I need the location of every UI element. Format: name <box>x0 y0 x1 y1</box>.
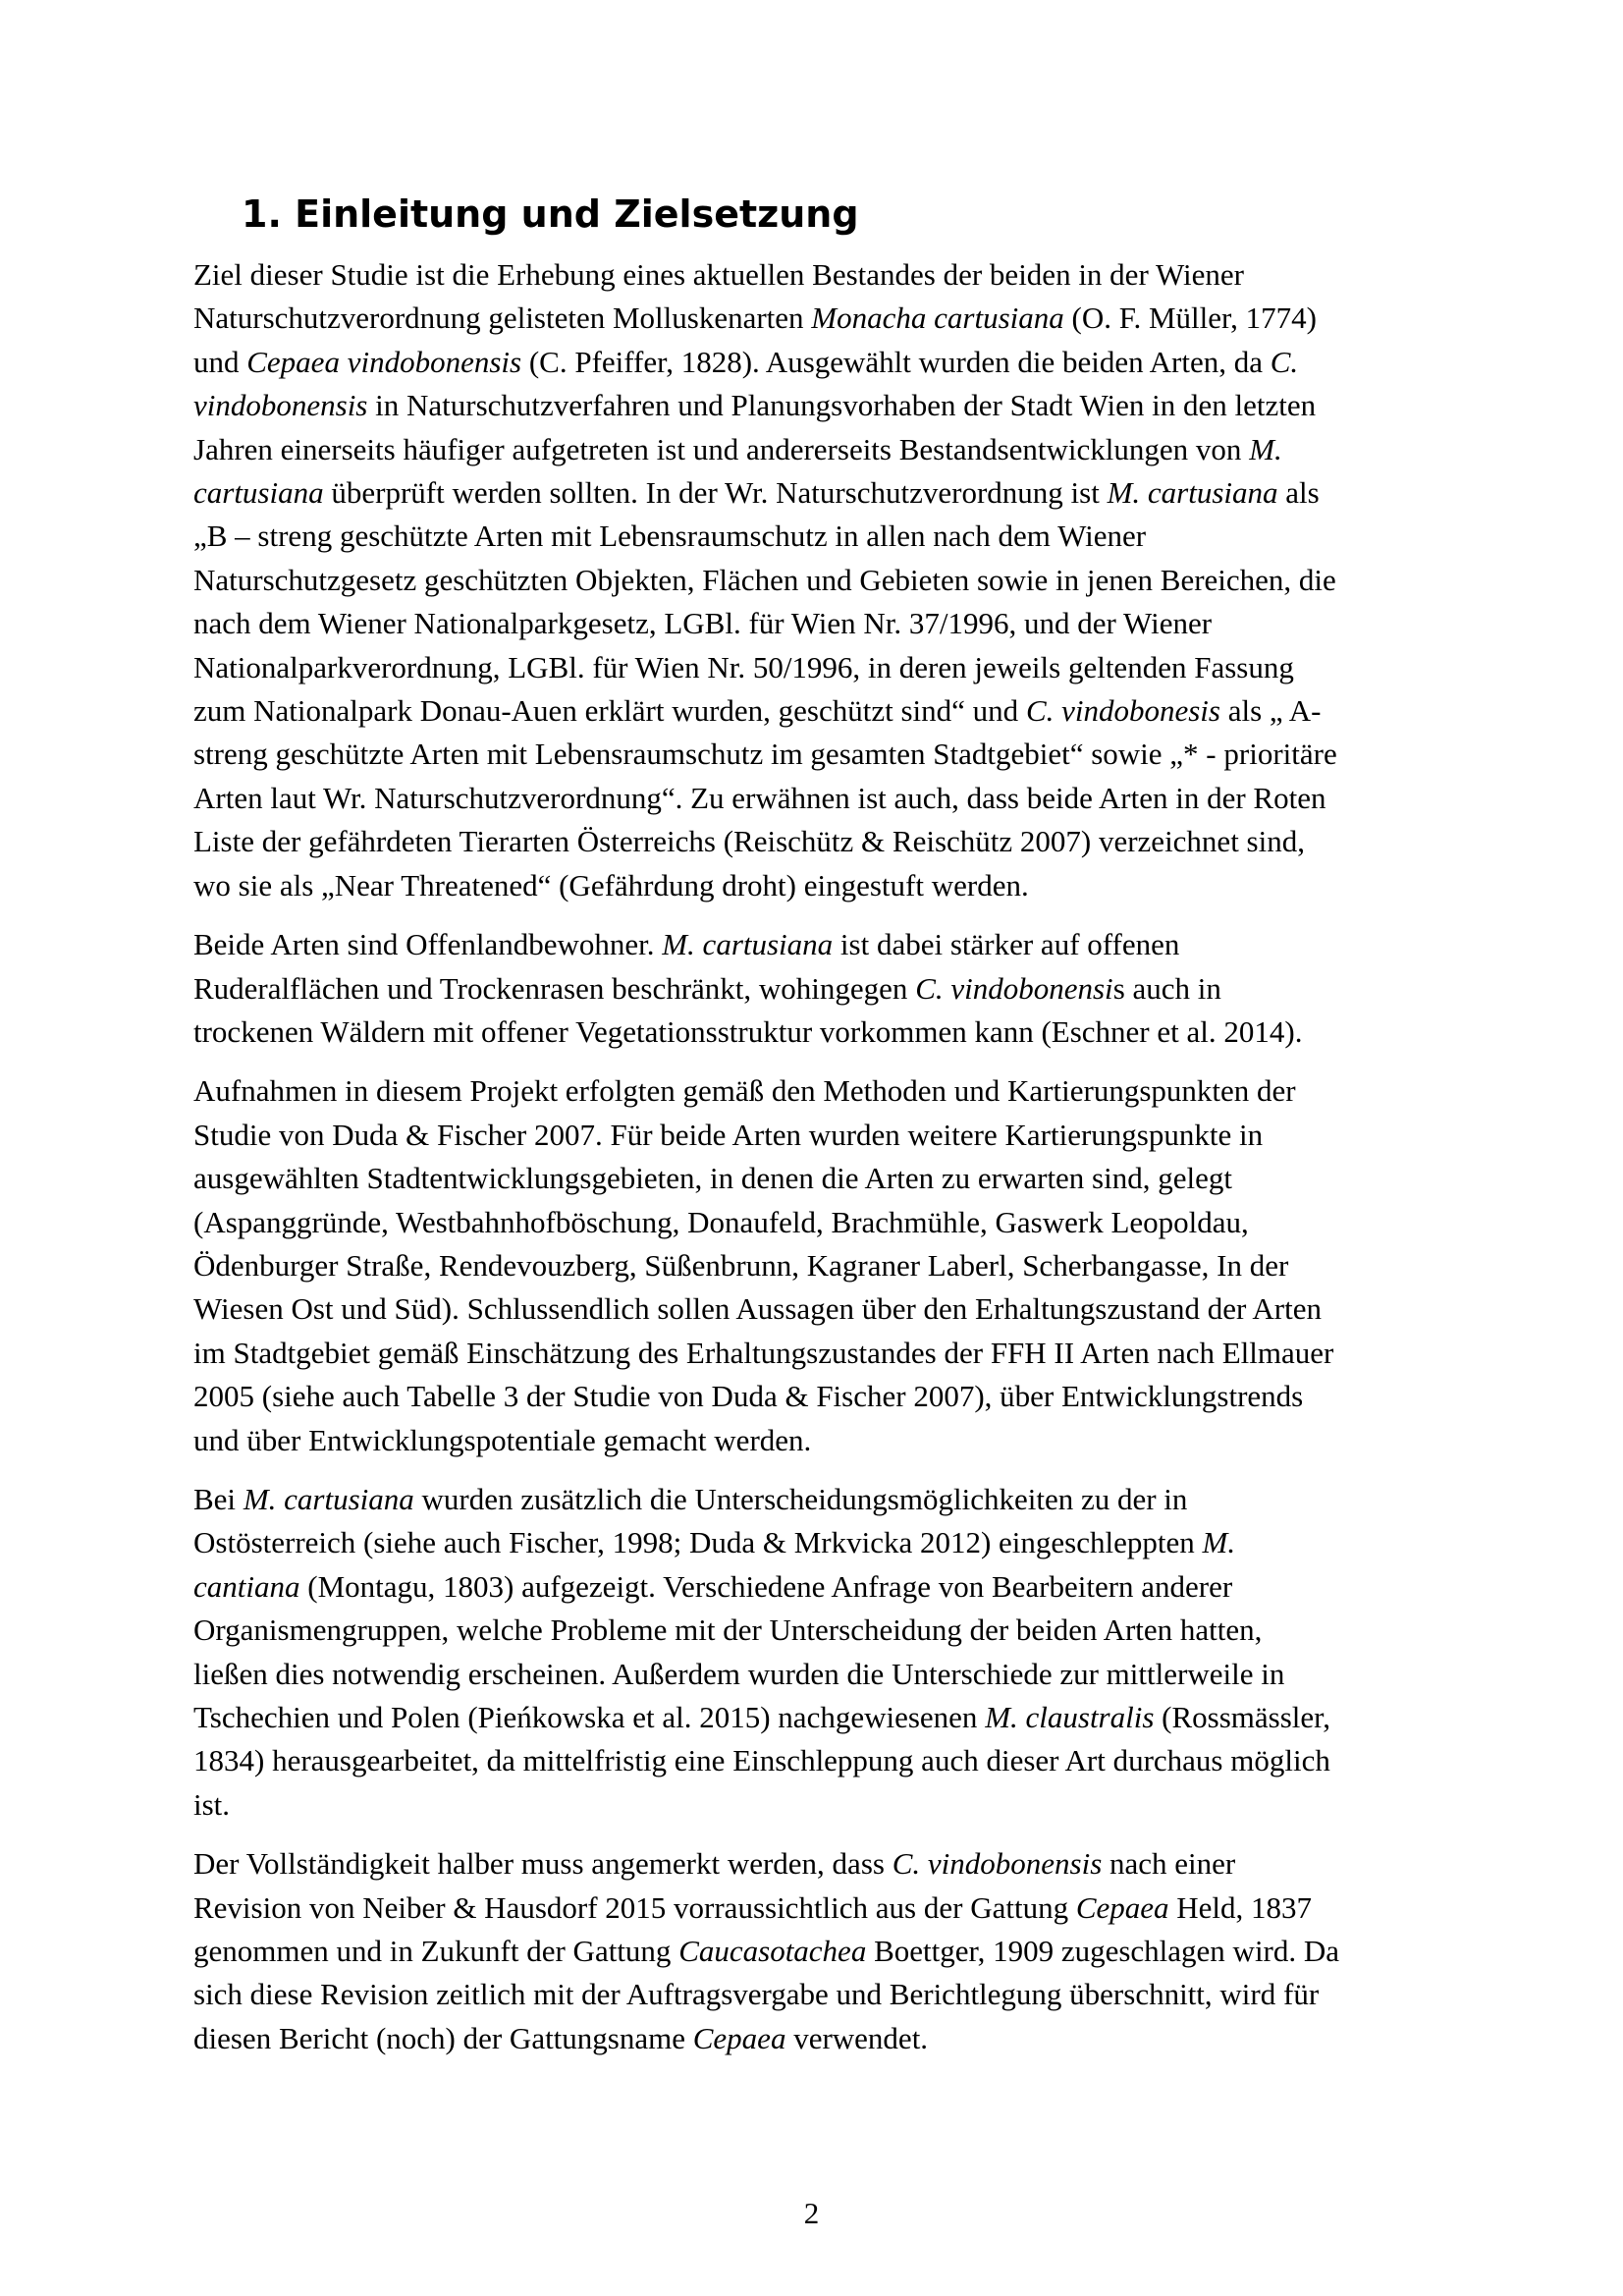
text-segment: Liste der gefährdeten Tierarten Österreichs (Reischütz & Reischütz 2007) verzeichnet sind, <box>193 824 1305 859</box>
text-segment: s auch in <box>1112 970 1221 1006</box>
text-segment: Ödenburger Straße, Rendevouzberg, Süßenbrunn, Kagraner Laberl, Scherbangasse, In der <box>193 1247 1289 1283</box>
text-segment: Ruderalflächen und Trockenrasen beschränkt, wohingegen <box>193 970 916 1006</box>
text-segment: streng geschützte Arten mit Lebensraumschutz im gesamten Stadtgebiet“ sowie „* - prioritäre <box>193 737 1337 772</box>
species-name: M. claustralis <box>985 1700 1155 1734</box>
text-line <box>193 689 1433 733</box>
text-segment: Arten laut Wr. Naturschutzverordnung“. Zu erwähnen ist auch, dass beide Arten in der Roten <box>193 780 1326 815</box>
text-line <box>193 777 1433 820</box>
text-line <box>193 515 1433 558</box>
text-segment: (Montagu, 1803) aufgezeigt. Verschiedene Anfrage von Bearbeitern anderer <box>299 1568 1233 1604</box>
species-name: M. <box>1202 1525 1236 1560</box>
text-segment: ausgewählten Stadtentwicklungsgebieten, in denen die Arten zu erwarten sind, gelegt <box>193 1161 1232 1196</box>
text-line <box>193 733 1433 776</box>
text-segment: überprüft werden sollten. In der Wr. Naturschutzverordnung ist <box>323 475 1108 511</box>
text-segment: Wiesen Ost und Süd). Schlussendlich sollen Aussagen über den Erhaltungszustand der Arten <box>193 1291 1322 1327</box>
text-segment: 2005 (siehe auch Tabelle 3 der Studie von Duda & Fischer 2007), über Entwicklungstrends <box>193 1379 1304 1414</box>
text-line <box>193 967 1433 1011</box>
text-segment: nach dem Wiener Nationalparkgesetz, LGBl. für Wien Nr. 37/1996, und der Wiener <box>193 606 1213 641</box>
text-line <box>193 1011 1433 1054</box>
text-line <box>193 646 1433 689</box>
paragraph <box>193 1842 1433 2060</box>
text-line <box>193 1332 1433 1375</box>
text-segment: im Stadtgebiet gemäß Einschätzung des Erhaltungszustandes der FFH II Arten nach Ellmauer <box>193 1335 1334 1370</box>
text-segment: Revision von Neiber & Hausdorf 2015 vorraussichtlich aus der Gattung <box>193 1889 1076 1925</box>
species-name: cantiana <box>193 1568 300 1604</box>
text-segment: trockenen Wäldern mit offener Vegetationsstruktur vorkommen kann (Eschner et al. 2014). <box>193 1013 1303 1049</box>
species-name: M. cartusiana <box>1107 475 1278 511</box>
text-line <box>193 471 1433 515</box>
text-segment: zum Nationalpark Donau-Auen erklärt wurden, geschützt sind“ und <box>193 693 1026 729</box>
species-name: C. <box>1270 344 1299 379</box>
text-segment: nach einer <box>1102 1846 1236 1882</box>
text-line <box>193 1157 1433 1200</box>
species-name: Monacha cartusiana <box>811 301 1064 336</box>
text-segment: Aufnahmen in diesem Projekt erfolgten gemäß den Methoden und Kartierungspunkten der <box>193 1073 1296 1109</box>
text-segment: Naturschutzgesetz geschützten Objekten, Flächen und Gebieten sowie in jenen Bereichen, die <box>193 562 1336 597</box>
text-line <box>193 820 1433 863</box>
text-line <box>193 341 1433 384</box>
text-segment: diesen Bericht (noch) der Gattungsname <box>193 2020 693 2055</box>
text-line <box>193 428 1433 471</box>
text-line <box>193 1287 1433 1331</box>
text-segment: genommen und in Zukunft der Gattung <box>193 1934 679 1969</box>
species-name: vindobonensis <box>193 388 368 423</box>
text-line <box>193 1609 1433 1652</box>
paragraph <box>193 253 1433 907</box>
species-name: M. cartusiana <box>243 1481 414 1516</box>
species-name: C. vindobonesis <box>1025 693 1220 729</box>
text-line <box>193 1930 1433 1973</box>
section-heading: 1. Einleitung und Zielsetzung <box>242 192 859 236</box>
text-segment: Held, 1837 <box>1168 1889 1313 1925</box>
text-line <box>193 1842 1433 1886</box>
species-name: C. vindobonensis <box>892 1846 1103 1882</box>
text-segment: Boettger, 1909 zugeschlagen wird. Da <box>866 1934 1340 1969</box>
text-line <box>193 1375 1433 1418</box>
text-line <box>193 2017 1433 2060</box>
text-segment: ist. <box>193 1786 231 1822</box>
text-segment: Jahren einerseits häufiger aufgetreten ist und andererseits Bestandsentwicklungen von <box>193 431 1250 466</box>
text-line <box>193 384 1433 427</box>
species-name: Cepaea <box>1075 1889 1169 1925</box>
text-segment: Organismengruppen, welche Probleme mit der Unterscheidung der beiden Arten hatten, <box>193 1613 1263 1648</box>
text-segment: (O. F. Müller, 1774) <box>1063 301 1317 336</box>
text-line <box>193 864 1433 907</box>
text-segment: und über Entwicklungspotentiale gemacht werden. <box>193 1422 812 1457</box>
text-segment: wurden zusätzlich die Unterscheidungsmöglichkeiten zu der in <box>413 1481 1188 1516</box>
text-segment: (C. Pfeiffer, 1828). Ausgewählt wurden die beiden Arten, da <box>521 344 1271 379</box>
text-line <box>193 1069 1433 1113</box>
text-segment: Tschechien und Polen (Pieńkowska et al. 2015) nachgewiesenen <box>193 1700 986 1734</box>
text-segment: Ostösterreich (siehe auch Fischer, 1998; Duda & Mrkvicka 2012) eingeschleppten <box>193 1525 1203 1560</box>
species-name: M. <box>1249 431 1282 466</box>
text-segment: wo sie als „Near Threatened“ (Gefährdung droht) eingestuft werden. <box>193 867 1029 902</box>
text-segment: Beide Arten sind Offenlandbewohner. <box>193 927 663 962</box>
text-segment: Naturschutzverordnung gelisteten Molluskenarten <box>193 301 812 336</box>
text-line <box>193 1521 1433 1564</box>
text-segment: Ziel dieser Studie ist die Erhebung eines aktuellen Bestandes der beiden in der Wiener <box>193 257 1244 292</box>
body-text <box>193 253 1433 2076</box>
text-line <box>193 1973 1433 2016</box>
text-line <box>193 1696 1433 1739</box>
species-name: Caucasotachea <box>678 1934 867 1969</box>
text-segment: Der Vollständigkeit halber muss angemerkt werden, dass <box>193 1846 893 1882</box>
text-line <box>193 1244 1433 1287</box>
text-line <box>193 1565 1433 1609</box>
text-line <box>193 602 1433 645</box>
text-segment: Bei <box>193 1481 243 1516</box>
paragraph <box>193 1069 1433 1462</box>
paragraph <box>193 923 1433 1054</box>
text-segment: verwendet. <box>785 2020 929 2055</box>
text-segment: als „ A- <box>1220 693 1322 729</box>
species-name: Cepaea vindobonensis <box>246 344 522 379</box>
species-name: Cepaea <box>692 2020 786 2055</box>
text-segment: in Naturschutzverfahren und Planungsvorhaben der Stadt Wien in den letzten <box>367 388 1317 423</box>
text-line <box>193 1886 1433 1930</box>
text-segment: Nationalparkverordnung, LGBl. für Wien Nr. 50/1996, in deren jeweils geltenden Fassung <box>193 649 1294 684</box>
text-line <box>193 297 1433 340</box>
text-segment: 1834) herausgearbeitet, da mittelfristig eine Einschleppung auch dieser Art durchaus möglich <box>193 1743 1330 1778</box>
species-name: M. cartusiana <box>662 927 834 962</box>
text-line <box>193 1783 1433 1827</box>
text-line <box>193 253 1433 297</box>
text-segment: sich diese Revision zeitlich mit der Auftragsvergabe und Berichtlegung überschnitt, wird für <box>193 1977 1320 2012</box>
text-segment: (Rossmässler, <box>1154 1700 1331 1734</box>
text-line <box>193 1114 1433 1157</box>
text-line <box>193 1739 1433 1782</box>
text-segment: ist dabei stärker auf offenen <box>833 927 1180 962</box>
text-segment: Studie von Duda & Fischer 2007. Für beide Arten wurden weitere Kartierungspunkte in <box>193 1117 1264 1152</box>
text-segment: ließen dies notwendig erscheinen. Außerdem wurden die Unterschiede zur mittlerweile in <box>193 1656 1285 1691</box>
text-segment: und <box>193 344 247 379</box>
page-number: 2 <box>803 2196 820 2230</box>
paragraph <box>193 1478 1433 1827</box>
text-segment: (Aspanggründe, Westbahnhofböschung, Donaufeld, Brachmühle, Gaswerk Leopoldau, <box>193 1204 1249 1239</box>
text-line <box>193 1653 1433 1696</box>
text-line <box>193 923 1433 966</box>
species-name: cartusiana <box>193 475 324 511</box>
text-segment: „B – streng geschützte Arten mit Lebensraumschutz in allen nach dem Wiener <box>193 519 1147 554</box>
text-line <box>193 559 1433 602</box>
text-line <box>193 1478 1433 1521</box>
species-name: C. vindobonensi <box>915 970 1113 1006</box>
text-segment: als <box>1277 475 1320 511</box>
text-line <box>193 1201 1433 1244</box>
text-line <box>193 1419 1433 1462</box>
